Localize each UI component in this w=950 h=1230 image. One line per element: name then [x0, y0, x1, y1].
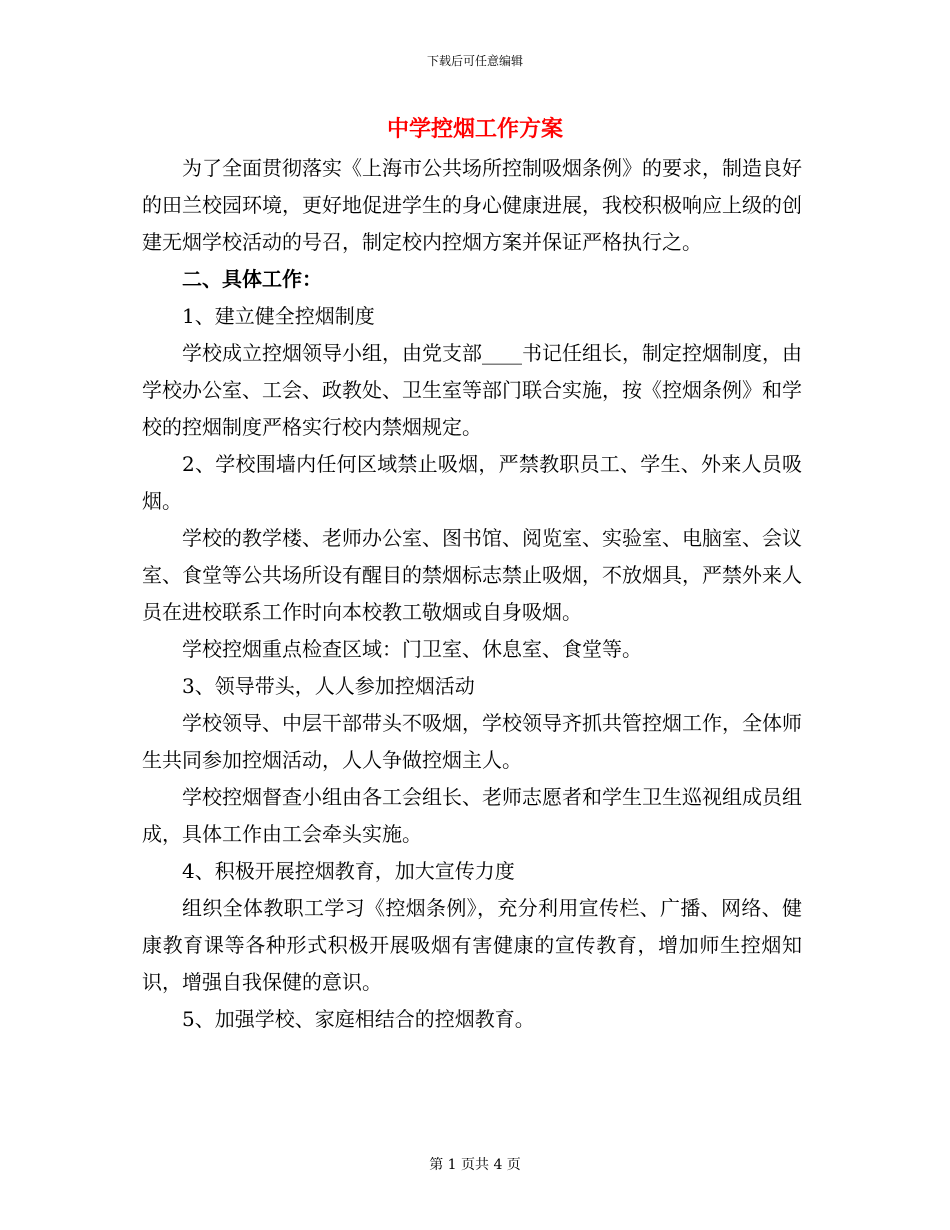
- body-paragraph: 学校成立控烟领导小组，由党支部____书记任组长，制定控烟制度，由学校办公室、工会、政教处、卫生室等部门联合实施，按《控烟条例》和学校的控烟制度严格实行校内禁烟规定。: [142, 341, 802, 439]
- body-paragraph: 组织全体教职工学习《控烟条例》，充分利用宣传栏、广播、网络、健康教育课等各种形式积极开展吸烟有害健康的宣传教育，增加师生控烟知识，增强自我保健的意识。: [142, 896, 802, 994]
- item-heading-2: 2、学校围墙内任何区域禁止吸烟，严禁教职员工、学生、外来人员吸烟。: [142, 452, 802, 513]
- body-paragraph: 学校控烟督查小组由各工会组长、老师志愿者和学生卫生巡视组成员组成，具体工作由工会牵头实施。: [142, 785, 802, 846]
- item-heading-5: 5、加强学校、家庭相结合的控烟教育。: [182, 1007, 535, 1031]
- item-heading-4: 4、积极开展控烟教育，加大宣传力度: [182, 859, 515, 883]
- body-paragraph: 学校领导、中层干部带头不吸烟，学校领导齐抓共管控烟工作，全体师生共同参加控烟活动，人人争做控烟主人。: [142, 711, 802, 772]
- body-paragraph: 学校控烟重点检查区域：门卫室、休息室、食堂等。: [182, 637, 642, 661]
- document-title: 中学控烟工作方案: [386, 116, 563, 142]
- page-footer: 第 1 页共 4 页: [429, 1157, 521, 1173]
- document-body: [142, 150, 802, 1038]
- intro-paragraph: 为了全面贯彻落实《上海市公共场所控制吸烟条例》的要求，制造良好的田兰校园环境，更好地促进学生的身心健康进展，我校积极响应上级的创建无烟学校活动的号召，制定校内控烟方案并保证严格执行之。: [142, 156, 802, 254]
- body-paragraph: 学校的教学楼、老师办公室、图书馆、阅览室、实验室、电脑室、会议室、食堂等公共场所设有醒目的禁烟标志禁止吸烟，不放烟具，严禁外来人员在进校联系工作时向本校教工敬烟或自身吸烟。: [142, 526, 802, 624]
- section-heading: 二、具体工作：: [182, 267, 322, 291]
- item-heading-1: 1、建立健全控烟制度: [182, 304, 375, 328]
- item-heading-3: 3、领导带头，人人参加控烟活动: [182, 674, 475, 698]
- page-header: 下载后可任意编辑: [426, 54, 523, 68]
